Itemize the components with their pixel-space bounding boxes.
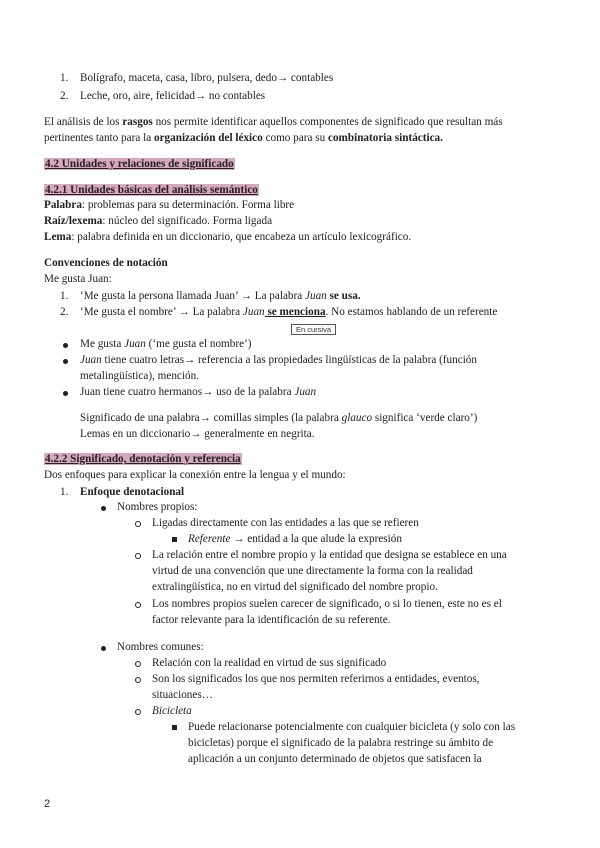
text: . No estamos hablando de un referente — [325, 306, 498, 318]
sub-sub-bullet-item-cont: aplicación a un conjunto determinado de objetos que satisfacen la — [188, 753, 482, 765]
italic-text: glauco — [341, 412, 373, 424]
italic-text: Referente — [188, 533, 231, 545]
list-number: 1. — [60, 486, 69, 498]
italic-text: Juan — [124, 338, 146, 350]
comment-note[interactable]: En cursiva — [291, 324, 336, 335]
sub-bullet-item: Los nombres propios suelen carecer de significado, o si lo tienen, este no es el — [152, 598, 502, 610]
text: Significado de una palabra→ comillas simples (la palabra — [80, 412, 342, 424]
circle-bullet-icon — [135, 553, 141, 559]
text: (‘me gusta el nombre’) — [145, 338, 252, 350]
italic-text: Juan — [294, 386, 317, 398]
sub-bullet-item: Son los significados los que nos permiten referirnos a entidades, eventos, — [152, 673, 480, 685]
bullet-item: Nombres propios: — [117, 501, 198, 513]
text: Juan tiene cuatro hermanos→ uso de la palabra — [80, 386, 295, 398]
sub-bullet-item-cont: virtud de una convención que une directamente la forma con la realidad — [152, 565, 473, 577]
italic-text: Juan — [305, 290, 327, 302]
intro-text: Dos enfoques para explicar la conexión entre la lengua y el mundo: — [44, 469, 346, 481]
sub-bullet-item-cont: situaciones… — [152, 689, 213, 701]
section-heading — [44, 157, 235, 172]
circle-bullet-icon — [135, 709, 141, 715]
sub-bullet-item: Ligadas directamente con las entidades a las que se refieren — [152, 517, 419, 529]
term: Palabra — [44, 199, 82, 211]
subsection-heading — [44, 183, 259, 198]
list-item — [80, 289, 361, 304]
text: pertinentes tanto para la — [44, 132, 154, 144]
bullet-icon — [63, 343, 68, 348]
list-number: 2. — [60, 306, 69, 318]
text: Me gusta — [80, 338, 125, 350]
enfoque-title: Enfoque denotacional — [80, 486, 185, 498]
sub-bullet-item-cont: factor relevante para la identificación de su referente. — [152, 614, 391, 626]
sub-bullet-item: La relación entre el nombre propio y la entidad que designa se establece en una — [152, 549, 507, 561]
sub-bullet-item: Relación con la realidad en virtud de sus significado — [152, 657, 387, 669]
bullet-item — [80, 385, 316, 400]
sub-sub-bullet-item: Puede relacionarse potencialmente con cualquier bicicleta (y solo con las — [188, 721, 516, 733]
bold-text: rasgos — [122, 116, 153, 128]
list-number: 1. — [60, 290, 69, 302]
italic-text: Juan — [242, 306, 265, 318]
text: nos permite identificar aquellos componentes de significado que resultan más — [152, 116, 503, 128]
sub-sub-bullet-item-cont: bicicletas) porque el significado de la palabra restringe su ámbito de — [188, 737, 494, 749]
paragraph-line — [44, 115, 503, 130]
definition-lema — [44, 230, 411, 245]
text: como para su — [262, 132, 328, 144]
text: tiene cuatro letras→ referencia a las propiedades lingüísticas de la palabra (función — [101, 354, 477, 366]
note-line — [80, 411, 477, 426]
list-number: 1. — [60, 72, 69, 84]
definition-palabra — [44, 198, 294, 213]
definition: : palabra definida en un diccionario, que encabeza un artículo lexicográfico. — [71, 231, 412, 243]
heading-text: 4.2.2 Significado, denotación y referencia — [45, 453, 241, 465]
list-item: Bolígrafo, maceta, casa, libro, pulsera, dedo→ contables — [80, 72, 334, 84]
circle-bullet-icon — [135, 677, 141, 683]
text: ‘Me gusta el nombre’ → La palabra — [80, 306, 243, 318]
bullet-item — [80, 337, 252, 352]
term: Raíz/lexema — [44, 215, 103, 227]
text: significa ‘verde claro’) — [372, 412, 478, 424]
circle-bullet-icon — [135, 521, 141, 527]
sub-bullet-item: Bicicleta — [152, 705, 192, 717]
heading-text: 4.2.1 Unidades básicas del análisis semántico — [45, 184, 258, 196]
bullet-item — [80, 353, 477, 368]
bullet-icon — [63, 359, 68, 364]
definition: : núcleo del significado. Forma ligada — [102, 215, 273, 227]
convenciones-title: Convenciones de notación — [44, 257, 168, 269]
paragraph-line — [44, 131, 443, 146]
definition-raiz — [44, 214, 272, 229]
note-line: Lemas en un diccionario→ generalmente en negrita. — [80, 428, 315, 440]
example-text: Me gusta Juan: — [44, 273, 112, 285]
sub-bullet-item-cont: extralingüística, no en virtud del significado del nombre propio. — [152, 581, 438, 593]
bold-text: se usa. — [326, 290, 361, 302]
italic-text: Juan — [80, 354, 102, 366]
square-bullet-icon — [172, 725, 177, 730]
text: ‘Me gusta la persona llamada Juan’ → La palabra — [80, 290, 306, 302]
text: → entidad a la que alude la expresión — [230, 533, 402, 545]
text: El análisis de los — [44, 116, 123, 128]
sub-sub-bullet-item — [188, 532, 402, 547]
bold-text: se menciona — [264, 306, 326, 318]
circle-bullet-icon — [135, 602, 141, 608]
list-item: Leche, oro, aire, felicidad→ no contables — [80, 90, 266, 102]
subsection-heading — [44, 452, 242, 467]
term: Lema — [44, 231, 72, 243]
list-number: 2. — [60, 90, 69, 102]
bullet-icon — [101, 646, 106, 651]
definition: : problemas para su determinación. Forma libre — [81, 199, 295, 211]
bullet-icon — [63, 391, 68, 396]
bold-text: organización del léxico — [153, 132, 263, 144]
page-number: 2 — [44, 798, 51, 810]
bullet-item-cont: metalingüística), mención. — [80, 370, 199, 382]
heading-text: 4.2 Unidades y relaciones de significado — [45, 158, 234, 170]
bullet-icon — [101, 506, 106, 511]
bold-text: combinatoria sintáctica. — [327, 132, 443, 144]
list-item — [80, 305, 497, 320]
bullet-item: Nombres comunes: — [117, 641, 204, 653]
circle-bullet-icon — [135, 661, 141, 667]
square-bullet-icon — [172, 537, 177, 542]
